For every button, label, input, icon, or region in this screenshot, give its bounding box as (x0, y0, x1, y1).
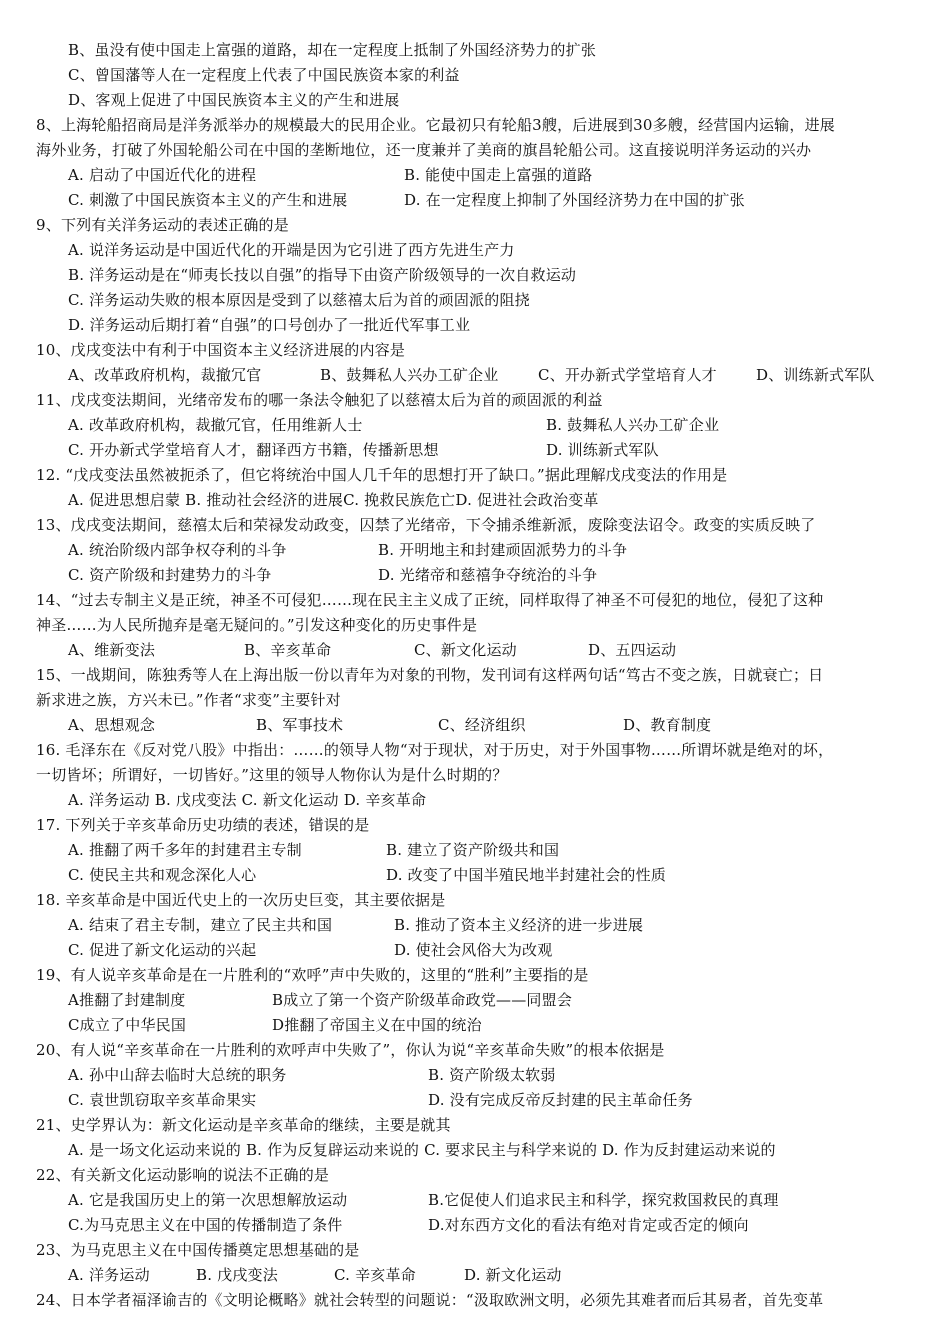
option-c: C. 刺激了中国民族资本主义的产生和进展 (68, 191, 348, 209)
question-9-stem: 9、下列有关洋务运动的表述正确的是 (36, 216, 289, 234)
option-b: B. 鼓舞私人兴办工矿企业 (546, 416, 720, 434)
question-16-stem: 16. 毛泽东在《反对党八股》中指出：……的领导人物“对于现状，对于历史，对于外国事物……所谓坏就是绝对的坏， (36, 741, 834, 759)
option-c: C. 使民主共和观念深化人心 (68, 866, 257, 884)
question-14-stem: 14、“过去专制主义是正统，神圣不可侵犯……现在民主主义成了正统，同样取得了神圣不可侵犯的地位，侵犯了这种 (36, 591, 824, 609)
question-11-stem: 11、戊戌变法期间，光绪帝发布的哪一条法令触犯了以慈禧太后为首的顽固派的利益 (36, 391, 603, 409)
option-a: A、思想观念 (68, 716, 156, 734)
option-a: A、改革政府机构，裁撤冗官 (68, 366, 262, 384)
question-23-stem: 23、为马克思主义在中国传播奠定思想基础的是 (36, 1241, 360, 1259)
option-c: C、经济组织 (438, 716, 526, 734)
option-a: A. 说洋务运动是中国近代化的开端是因为它引进了西方先进生产力 (68, 241, 515, 259)
option-b: B. 戊戌变法 (196, 1266, 278, 1284)
question-22-stem: 22、有关新文化运动影响的说法不正确的是 (36, 1166, 330, 1184)
question-15-stem-cont: 新求进之族，方兴未已。”作者“求变”主要针对 (36, 691, 341, 709)
option-d: D. 没有完成反帝反封建的民主革命任务 (428, 1091, 693, 1109)
option-b: B. 资产阶级太软弱 (428, 1066, 556, 1084)
option-d: D. 使社会风俗大为改观 (394, 941, 553, 959)
option-d: D. 改变了中国半殖民地半封建社会的性质 (386, 866, 667, 884)
option-a: A. 孙中山辞去临时大总统的职务 (68, 1066, 287, 1084)
option-d: D推翻了帝国主义在中国的统治 (272, 1016, 482, 1034)
question-24-stem: 24、日本学者福泽谕吉的《文明论概略》就社会转型的问题说：“汲取欧洲文明，必须先其难者而后其易者，首先变革 (36, 1291, 824, 1309)
option-a: A. 它是我国历史上的第一次思想解放运动 (68, 1191, 348, 1209)
question-16-stem-cont: 一切皆坏；所谓好，一切皆好。”这里的领导人物你认为是什么时期的？ (36, 766, 508, 784)
option-b: B. 建立了资产阶级共和国 (386, 841, 560, 859)
option-c: C. 资产阶级和封建势力的斗争 (68, 566, 272, 584)
option-d: D. 新文化运动 (464, 1266, 562, 1284)
question-21-options: A. 是一场文化运动来说的 B. 作为反复辟运动来说的 C. 要求民主与科学来说的 D. 作为反封建运动来说的 (68, 1141, 776, 1159)
question-18-stem: 18. 辛亥革命是中国近代史上的一次历史巨变，其主要依据是 (36, 891, 446, 909)
option-c: C. 洋务运动失败的根本原因是受到了以慈禧太后为首的顽固派的阻挠 (68, 291, 530, 309)
option-prev-b: B、虽没有使中国走上富强的道路，却在一定程度上抵制了外国经济势力的扩张 (68, 41, 597, 59)
option-a: A. 改革政府机构，裁撤冗官，任用维新人士 (68, 416, 363, 434)
option-a: A. 洋务运动 (68, 1266, 150, 1284)
option-a: A. 推翻了两千多年的封建君主专制 (68, 841, 302, 859)
option-prev-c: C、曾国藩等人在一定程度上代表了中国民族资本家的利益 (68, 66, 460, 84)
question-16-options: A. 洋务运动 B. 戊戌变法 C. 新文化运动 D. 辛亥革命 (68, 791, 427, 809)
question-14-stem-cont: 神圣……为人民所抛弃是毫无疑问的。”引发这种变化的历史事件是 (36, 616, 478, 634)
question-10-stem: 10、戊戌变法中有利于中国资本主义经济进展的内容是 (36, 341, 406, 359)
option-c: C. 辛亥革命 (334, 1266, 416, 1284)
option-c: C、开办新式学堂培育人才 (538, 366, 717, 384)
question-12-stem: 12. “戊戌变法虽然被扼杀了，但它将统治中国人几千年的思想打开了缺口。”据此理解戊戌变法的作用是 (36, 466, 728, 484)
option-c: C. 开办新式学堂培育人才，翻译西方书籍，传播新思想 (68, 441, 439, 459)
option-a: A. 结束了君主专制，建立了民主共和国 (68, 916, 333, 934)
option-b: B、鼓舞私人兴办工矿企业 (320, 366, 499, 384)
option-c: C. 促进了新文化运动的兴起 (68, 941, 257, 959)
question-8-stem: 8、上海轮船招商局是洋务派举办的规模最大的民用企业。它最初只有轮船3艘，后进展到30多艘，经营国内运输，进展 (36, 116, 835, 134)
question-12-options: A. 促进思想启蒙 B. 推动社会经济的进展C. 挽救民族危亡D. 促进社会政治变革 (68, 491, 599, 509)
option-c: C.为马克思主义在中国的传播制造了条件 (68, 1216, 343, 1234)
option-b: B. 能使中国走上富强的道路 (404, 166, 593, 184)
option-d: D. 训练新式军队 (546, 441, 659, 459)
option-a: A. 统治阶级内部争权夺利的斗争 (68, 541, 287, 559)
option-b: B. 洋务运动是在“师夷长技以自强”的指导下由资产阶级领导的一次自救运动 (68, 266, 577, 284)
question-13-stem: 13、戊戌变法期间，慈禧太后和荣禄发动政变，囚禁了光绪帝，下令捕杀维新派，废除变法诏令。政变的实质反映了 (36, 516, 816, 534)
option-a: A. 启动了中国近代化的进程 (68, 166, 257, 184)
question-17-stem: 17. 下列关于辛亥革命历史功绩的表述，错误的是 (36, 816, 370, 834)
option-d: D. 在一定程度上抑制了外国经济势力在中国的扩张 (404, 191, 745, 209)
option-b: B成立了第一个资产阶级革命政党——同盟会 (272, 991, 573, 1009)
option-b: B.它促使人们追求民主和科学，探究救国救民的真理 (428, 1191, 779, 1209)
option-d: D. 洋务运动后期打着“自强”的口号创办了一批近代军事工业 (68, 316, 471, 334)
question-8-stem-cont: 海外业务，打破了外国轮船公司在中国的垄断地位，还一度兼并了美商的旗昌轮船公司。这直接说明洋务运动的兴办 (36, 141, 812, 159)
option-d: D、教育制度 (623, 716, 712, 734)
question-19-stem: 19、有人说辛亥革命是在一片胜利的“欢呼”声中失败的，这里的“胜利”主要指的是 (36, 966, 589, 984)
option-c: C成立了中华民国 (68, 1016, 187, 1034)
option-b: B. 开明地主和封建顽固派势力的斗争 (378, 541, 628, 559)
option-d: D. 光绪帝和慈禧争夺统治的斗争 (378, 566, 598, 584)
option-b: B、军事技术 (256, 716, 344, 734)
option-prev-d: D、客观上促进了中国民族资本主义的产生和进展 (68, 91, 400, 109)
question-15-stem: 15、一战期间，陈独秀等人在上海出版一份以青年为对象的刊物，发刊词有这样两句话“笃古不变之族，日就衰亡；日 (36, 666, 824, 684)
question-20-stem: 20、有人说“辛亥革命在一片胜利的欢呼声中失败了”，你认为说“辛亥革命失败”的根本依据是 (36, 1041, 665, 1059)
option-d: D、五四运动 (588, 641, 677, 659)
option-d: D.对东西方文化的看法有绝对肯定或否定的倾向 (428, 1216, 749, 1234)
option-b: B、辛亥革命 (244, 641, 332, 659)
option-c: C、新文化运动 (414, 641, 517, 659)
option-a: A推翻了封建制度 (68, 991, 186, 1009)
option-c: C. 袁世凯窃取辛亥革命果实 (68, 1091, 257, 1109)
option-b: B. 推动了资本主义经济的进一步进展 (394, 916, 644, 934)
question-21-stem: 21、史学界认为：新文化运动是辛亥革命的继续，主要是就其 (36, 1116, 451, 1134)
option-d: D、训练新式军队 (756, 366, 875, 384)
option-a: A、维新变法 (68, 641, 156, 659)
